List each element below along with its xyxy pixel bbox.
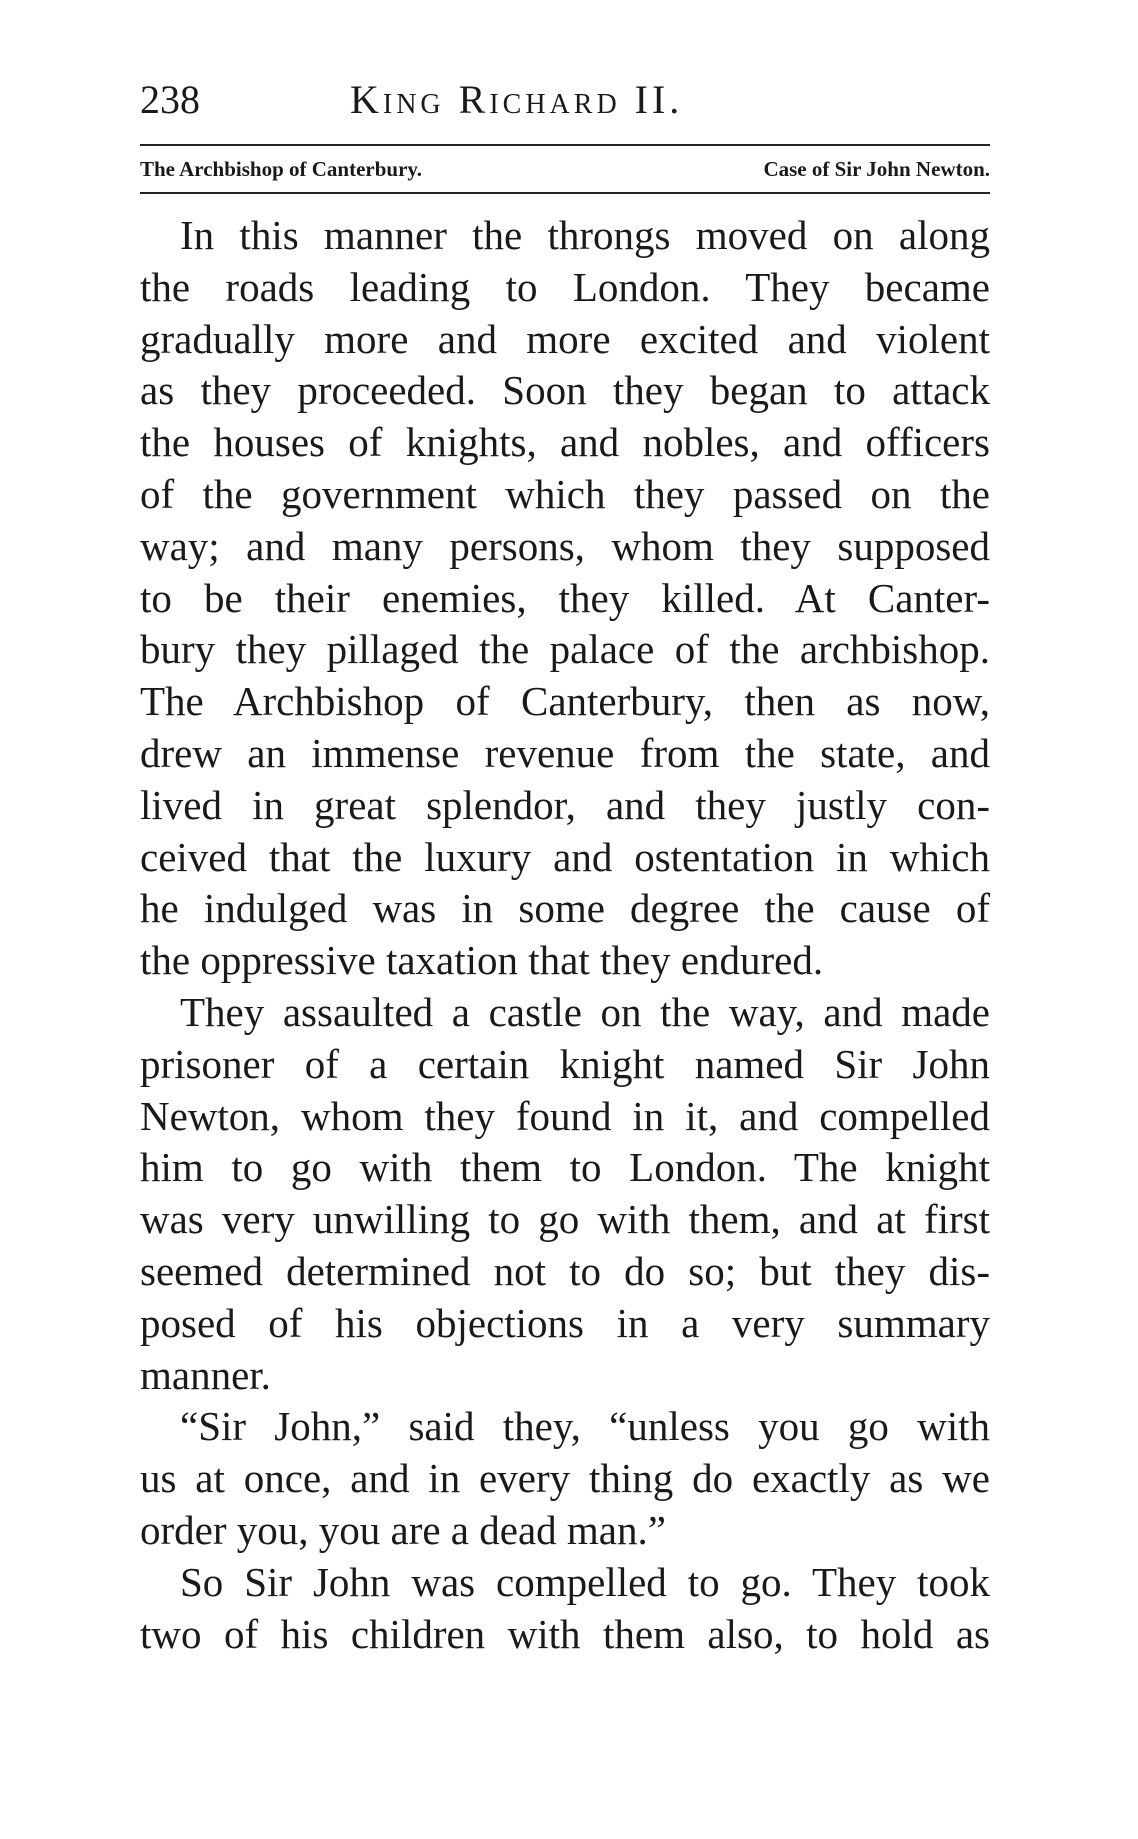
text-line: to be their enemies, they killed. At Canter- — [140, 574, 990, 621]
section-subheads — [140, 152, 990, 188]
text-line: posed of his objections in a very summary — [140, 1299, 990, 1346]
text-line: The Archbishop of Canterbury, then as now, — [140, 678, 990, 725]
text-line: They assaulted a castle on the way, and made — [180, 988, 990, 1035]
text-line: he indulged was in some degree the cause of — [140, 885, 990, 932]
text-line: way; and many persons, whom they supposed — [140, 522, 990, 569]
text-line: manner. — [140, 1351, 271, 1398]
book-title: King Richard II. — [350, 77, 684, 122]
subhead-left: The Archbishop of Canterbury. — [140, 157, 422, 181]
text-line: drew an immense revenue from the state, and — [140, 729, 990, 776]
body-text — [140, 210, 990, 1660]
text-line: gradually more and more excited and violent — [140, 315, 990, 362]
text-line: of the government which they passed on the — [140, 470, 990, 517]
header-rule-bottom — [140, 192, 990, 194]
text-line: lived in great splendor, and they justly con- — [140, 781, 990, 828]
text-line: Newton, whom they found in it, and compelled — [140, 1092, 990, 1139]
text-line: order you, you are a dead man.” — [140, 1506, 666, 1553]
text-line: So Sir John was compelled to go. They took — [180, 1558, 990, 1605]
text-line: “Sir John,” said they, “unless you go with — [180, 1403, 990, 1450]
running-head — [140, 72, 990, 132]
subhead-right: Case of Sir John Newton. — [763, 157, 990, 181]
text-line: bury they pillaged the palace of the archbishop. — [140, 626, 990, 673]
text-line: the roads leading to London. They became — [140, 263, 990, 310]
text-line: the houses of knights, and nobles, and officers — [140, 419, 990, 466]
text-line: us at once, and in every thing do exactly as we — [140, 1455, 990, 1502]
text-line: In this manner the throngs moved on along — [180, 212, 990, 258]
text-line: prisoner of a certain knight named Sir John — [140, 1040, 990, 1087]
text-line: the oppressive taxation that they endured. — [140, 937, 824, 984]
text-line: seemed determined not to do so; but they dis- — [140, 1247, 990, 1294]
page-number: 238 — [140, 77, 200, 122]
text-line: two of his children with them also, to hold as — [140, 1610, 990, 1657]
text-line: was very unwilling to go with them, and at first — [140, 1196, 990, 1243]
text-line: as they proceeded. Soon they began to attack — [140, 367, 990, 414]
text-line: him to go with them to London. The knight — [140, 1144, 990, 1191]
header-rule-top — [140, 144, 990, 146]
text-line: ceived that the luxury and ostentation in which — [140, 833, 990, 880]
